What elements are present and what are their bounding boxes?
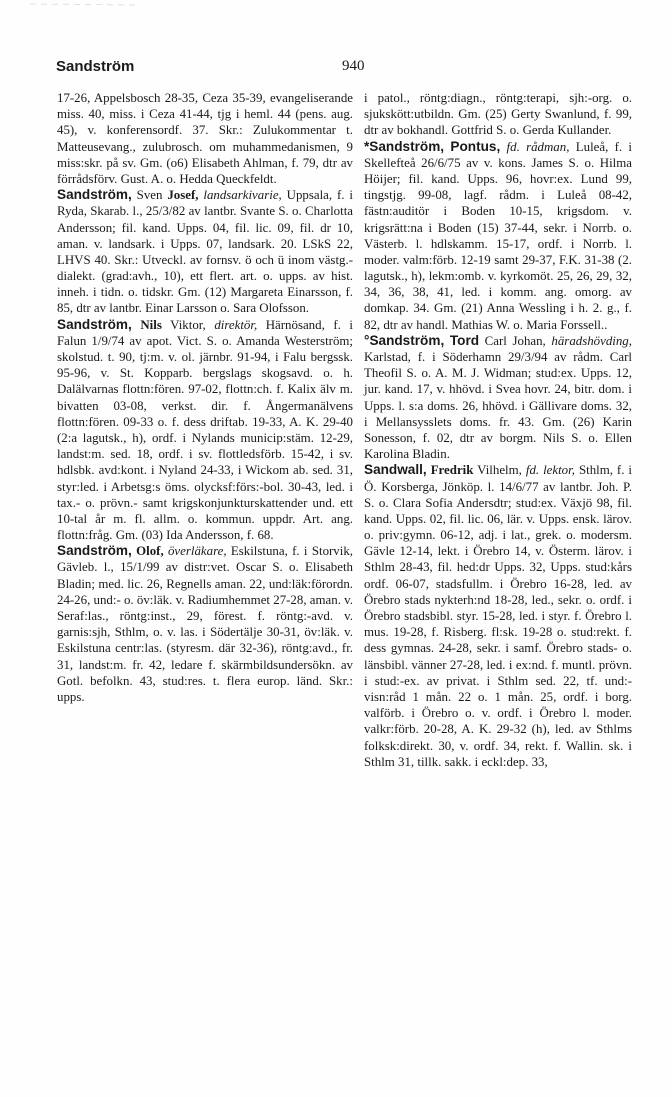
- entry-given-name-bold: Pontus,: [450, 138, 501, 154]
- entry-given-name: Carl Johan,: [484, 333, 546, 348]
- entry-given-name-bold: Tord: [449, 332, 480, 348]
- entry-text: Luleå, f. i Skellefteå 26/6/75 av v. kons. James S. o. Hilma Höijer; fil. kand. Upps. 96, hovr:ex. Lund 99, tingstjg. 99-08, lagf. rådm. i Luleå 08-42, fästn:auditör i Boden 10-15, krigsdom. v. krigsrätt:na i Boden (15) 37-44, sekr. i Norrb. o. Västerb. l. hdlskamm. 15-17, ordf. i Norrb. l. moder. valm:förb. 12-19 samt 29-37, F.K. 31-38 (2. lagutsk., h), lekm:omb. v. kyrkomöt. 25, 26, 29, 32, 34, 36, 38, 41, led. i komm. ang. omorg. av domkap. 34. Gm. (21) Anna Wessling i h. 2. g., f. 82, dtr av handl. Mathias W. o. Maria Forssell..: [364, 139, 633, 332]
- entry-headword: Sandwall,: [364, 462, 427, 478]
- entry-text: Karlstad, f. i Söderhamn 29/3/94 av rådm. Carl Theofil S. o. A. M. J. Widman; stud:ex. Upps. 12, jur. kand. 17, v. hhövd. i Svea hovr. 24, bitr. dom. i Upps. l. s:a doms. 26, hhövd. i Gällivare doms. 32, i Mellansysslets doms. fr. 43. Gm. (26) Karin Sonesson, f. 02, dtr av borgm. Nils S. o. Ellen Karolina Bladin.: [364, 350, 632, 462]
- right-column: [364, 90, 632, 770]
- entry-given-name-bold: Josef,: [167, 188, 199, 203]
- entry-headword: Sandström,: [57, 543, 132, 559]
- entry-sandstrom-pontus: [364, 139, 632, 333]
- page-header: [56, 58, 624, 78]
- entry-marker: °: [364, 332, 370, 348]
- entry-text: Härnösand, f. i Falun 1/9/74 av apot. Vict. S. o. Amanda Westerström; skolstud. t. 90, tj:m. v. ol. järnbr. 91-94, i Falu bergssk. 95-96, v. St. Kopparb. bergslags skogsavd. o. h. Dalälvarnas flottn:fören. 97-02, flottn:ch. f. Kalix älv m. bivatten 03-08, verkst. dir. f. Ångermanälvens flottn:fören. 09-33 o. f. dess driftab. 19-33, A. K. 29-40 (2:a lagutsk., h), ordf. i Nylands municip:stäm. 12-29, landst:m. sed. 18, ordf. i sv. flottledsförb. 15-42, i sv. hdlsbk. avd:kont. i Nyland 24-33, i Wickom ab. sed. 31, styr:led. i Arbetsg:s öms. olycksf:förs:-bol. 30-43, led. i tax.- o. prövn.- samt krigskonjunkturskattender und. ett 10-tal år m. fl. allm. o. kommun. uppdr. Art. ang. flottn:fråg. Gm. (03) Ida Andersson, f. 68.: [57, 317, 353, 543]
- entry-given-name: Sven: [136, 188, 163, 203]
- entry-given-name-bold: Olof,: [136, 544, 164, 559]
- entry-title: fd. lektor,: [525, 463, 575, 478]
- entry-text: i patol., röntg:diagn., röntg:terapi, sjh:-org. o. sjukskött:utbildn. Gm. (25) Gerty Swanlund, f. 99, dtr av bokhandl. Gottfrid S. o. Gerda Kullander.: [364, 91, 632, 138]
- entry-sandwall-fredrik: [364, 462, 632, 770]
- entry-continuation: [57, 90, 353, 187]
- entry-given-name: Vilhelm,: [477, 463, 522, 478]
- entry-headword: Sandström,: [369, 138, 445, 154]
- entry-sandstrom-olof: [57, 543, 353, 705]
- entry-given-name: Viktor,: [170, 317, 206, 332]
- running-head: Sandström: [56, 58, 135, 75]
- entry-headword: Sandström,: [57, 316, 132, 332]
- entry-title: direktör,: [214, 317, 258, 332]
- entry-title: överläkare,: [167, 544, 227, 559]
- entry-headword: Sandström,: [369, 332, 445, 348]
- entry-text: 17-26, Appelsbosch 28-35, Ceza 35-39, evangeliserande miss. 40, miss. i Ceza 41-44, tjg i heml. 44 (pens. aug. 45), v. konferensordf. 37. Skr.: Zulukommentar t. Matteusevang., zulubrosch. om muhammedanismen, 9 miss:skr. på sv. Gm. (o6) Elisabeth Ahlman, f. 79, dtr av förrådsförv. Gust. A. o. Hedda Queckfeldt.: [57, 91, 353, 186]
- entry-continuation: [364, 90, 632, 139]
- entry-sandstrom-tord: [364, 333, 632, 463]
- entry-title: häradshövding,: [551, 333, 632, 348]
- entry-given-name-bold: Nils: [140, 317, 162, 332]
- entry-sandstrom-sven: [57, 187, 353, 317]
- entry-text: Eskilstuna, f. i Storvik, Gävleb. l., 15/1/99 av distr:vet. Oscar S. o. Elisabeth Bladin; med. lic. 26, Regnells aman. 22, und:läk:förordn. 24-26, und:- o. öv:läk. v. Radiumhemmet 27-28, aman. v. Seraf:las., röntg:inst., 29, förest. f. röntg:-avd. v. garnis:sjh, Sthlm, o. v. las. i Södertälje 30-31, öv:läk. v. Eskilstuna centr:las. (styresm. där 32-36), röntg:avd., fr. 31, landst:m. fr. 42, ledare f. skärmbildsundersökn. av Gotl. befolkn. 43, stud:res. t. flera europ. länd. Skr.: upps.: [57, 544, 353, 704]
- scan-artifact: [30, 0, 140, 12]
- left-column: [57, 90, 353, 705]
- entry-title: fd. rådman,: [506, 139, 570, 154]
- page-number: 940: [342, 58, 365, 74]
- entry-headword: Sandström,: [57, 187, 132, 203]
- entry-text: Uppsala, f. i Ryda, Skarab. l., 25/3/82 av lantbr. Svante S. o. Charlotta Andersson; fil. kand. Upps. 04, fil. lic. 09, fil. dr 10, aman. v. landsark. i Upps. 07, landsark. 20. LSkS 22, LHVS 40. Skr.: Utveckl. av fornsv. ö och ü inom västg.-dialekt. (grad:avh., 10), ett flert. art. o. upps. av hist. inneh. i tidn. o. tidskr. Gm. (12) Margareta Einarsson, f. 85, dtr av lantbr. Einar Larsson o. Sara Olofsson.: [57, 188, 353, 316]
- entry-title: landsarkivarie,: [203, 188, 282, 203]
- entry-sandstrom-nils: [57, 317, 353, 544]
- entry-marker: *: [364, 138, 370, 154]
- entry-given-name-bold: Fredrik: [430, 463, 474, 478]
- entry-text: Sthlm, f. i Ö. Korsberga, Jönköp. l. 14/6/77 av lantbr. Joh. P. S. o. Clara Sofia Andersdtr; stud:ex. Växjö 98, fil. kand. Upps. 02, fil. lic. 06, lär. v. Upps. ensk. lärov. o. priv:gymn. 06-12, adj. i lat., grek. o. modersm. Gävle 12-14, lekt. i Örebro 14, v. Österm. lärov. i Sthlm 28-43, fil. hed:dr Upps. 32, Upps. stud:kårs ordf. 06-07, stadsfullm. i Örebro 16-28, led. av Örebro stads nykterh:nd 18-28, led., sekr. o. ordf. i Örebro stadsbibl. styr. 15-28, led. i styr. f. Örebro l. mus. 19-28, f. Risberg. fl:sk. 19-28 o. stud:rekt. f. dess gymnas. 24-28, sekr. i samf. Örebro stads- o. länsbibl. vänner 27-28, led. i ex:nd. f. muntl. prövn. i stud:-ex. av privat. i Sthlm sed. 22, tf. und:-visn:råd 1 mån. 22 o. 1 mån. 25, ordf. i borg. valförb. i Örebro o. v. ordf. i Örebro l. moder. valkr:förb. 20-28, A. K. 29-32 (h), led. av Sthlms folksk:direkt. 30, v. ordf. 34, rekt. f. Wallin. sk. i Sthlm 31, tillk. sakk. i eckl:dep. 33,: [364, 463, 633, 769]
